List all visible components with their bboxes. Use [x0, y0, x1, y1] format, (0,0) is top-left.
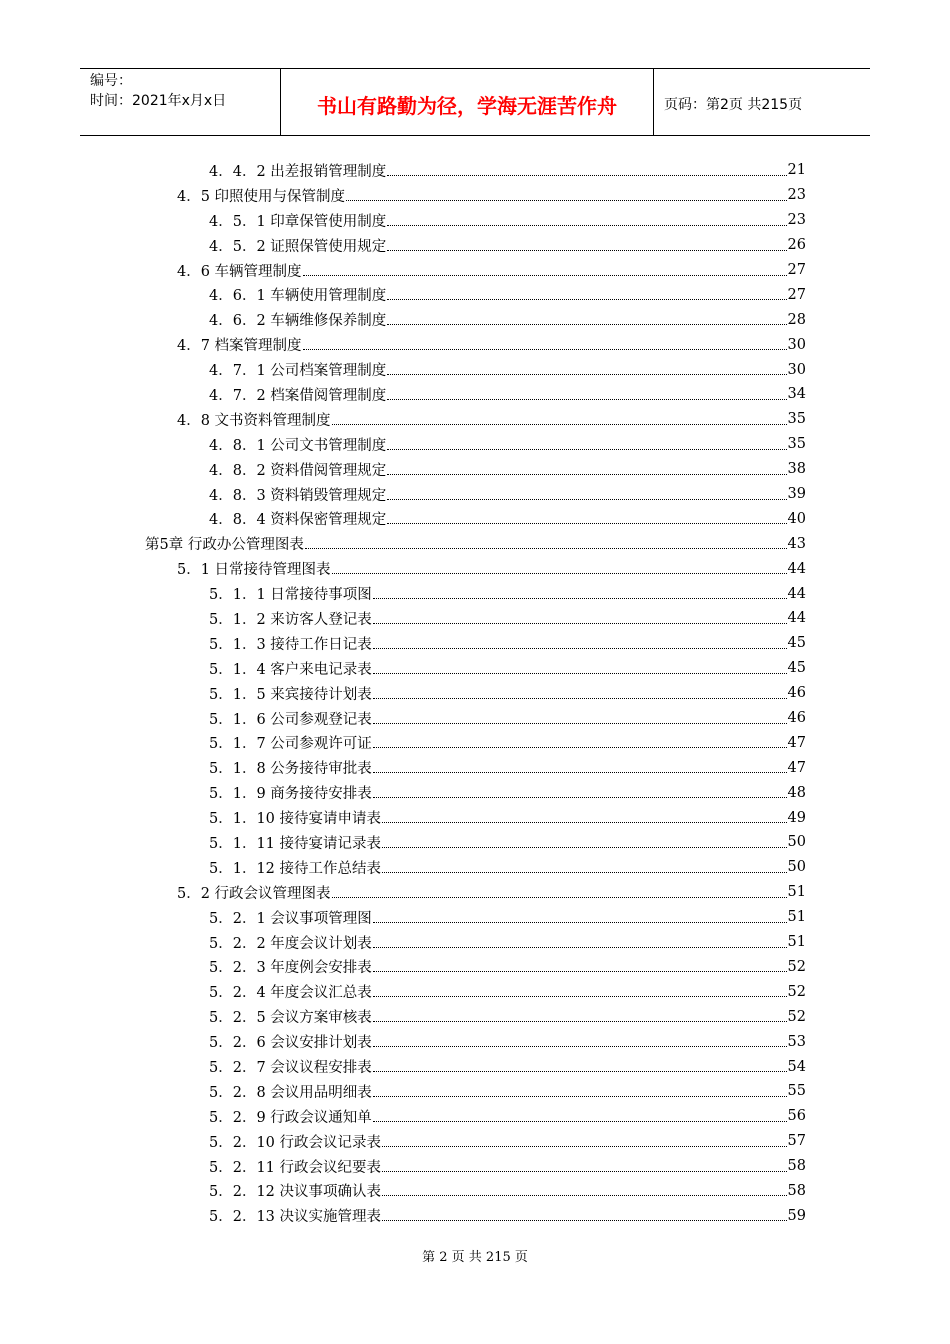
- toc-entry[interactable]: [140, 208, 806, 233]
- toc-entry-title: 4．7 档案管理制度: [177, 338, 302, 355]
- toc-dot-leader: [387, 437, 786, 450]
- toc-entry[interactable]: [140, 158, 806, 183]
- toc-dot-leader: [373, 1109, 787, 1122]
- toc-entry[interactable]: [140, 1179, 806, 1204]
- toc-entry[interactable]: [140, 1029, 806, 1054]
- toc-entry-title: 5．2．3 年度例会安排表: [209, 960, 372, 977]
- toc-entry[interactable]: [140, 1004, 806, 1029]
- toc-entry-title: 5．1．6 公司参观登记表: [209, 711, 372, 728]
- toc-entry-title: 5．2．11 行政会议纪要表: [209, 1159, 382, 1176]
- toc-entry-title: 5．2．5 会议方案审核表: [209, 1010, 372, 1027]
- toc-entry-page: 35: [787, 411, 806, 428]
- document-number-label: 编号：: [90, 73, 132, 89]
- toc-entry-page: 58: [787, 1182, 806, 1199]
- toc-entry-page: 51: [787, 934, 806, 951]
- toc-entry-page: 40: [787, 510, 806, 527]
- toc-entry[interactable]: [140, 755, 806, 780]
- toc-entry-title: 5．1．4 客户来电记录表: [209, 661, 372, 678]
- toc-entry-title: 4．6．2 车辆维修保养制度: [209, 313, 387, 330]
- toc-entry[interactable]: [140, 1154, 806, 1179]
- toc-entry[interactable]: [140, 258, 806, 283]
- toc-dot-leader: [332, 885, 787, 898]
- toc-dot-leader: [373, 686, 787, 699]
- toc-entry-page: 50: [787, 859, 806, 876]
- toc-entry-title: 4．8．3 资料销毁管理规定: [209, 487, 387, 504]
- toc-dot-leader: [382, 1208, 787, 1221]
- toc-dot-leader: [373, 910, 787, 923]
- toc-entry-page: 34: [787, 386, 806, 403]
- toc-dot-leader: [387, 487, 786, 500]
- toc-entry-page: 51: [787, 909, 806, 926]
- toc-entry-title: 5．1．5 来宾接待计划表: [209, 686, 372, 703]
- document-time-label: 时间：2021年x月x日: [90, 93, 227, 109]
- toc-entry-title: 4．7．1 公司档案管理制度: [209, 363, 387, 380]
- toc-entry-title: 5．2．10 行政会议记录表: [209, 1134, 382, 1151]
- toc-entry[interactable]: [140, 855, 806, 880]
- toc-entry[interactable]: [140, 730, 806, 755]
- toc-entry-title: 第5章 行政办公管理图表: [145, 537, 304, 554]
- toc-dot-leader: [387, 213, 786, 226]
- toc-entry-page: 27: [787, 286, 806, 303]
- toc-dot-leader: [373, 984, 787, 997]
- toc-dot-leader: [373, 1059, 787, 1072]
- toc-entry-page: 47: [787, 734, 806, 751]
- toc-entry[interactable]: [140, 656, 806, 681]
- toc-entry[interactable]: [140, 581, 806, 606]
- toc-entry-page: 30: [787, 336, 806, 353]
- toc-dot-leader: [373, 661, 787, 674]
- toc-entry-title: 4．6．1 车辆使用管理制度: [209, 288, 387, 305]
- header-motto: 书山有路勤为径，学海无涯苦作舟: [281, 69, 654, 135]
- toc-entry-title: 4．8．2 资料借阅管理规定: [209, 462, 387, 479]
- toc-entry-title: 4．6 车辆管理制度: [177, 263, 302, 280]
- toc-entry-title: 5．2．1 会议事项管理图: [209, 910, 372, 927]
- toc-entry[interactable]: [140, 930, 806, 955]
- toc-entry-page: 45: [787, 635, 806, 652]
- toc-entry[interactable]: [140, 1129, 806, 1154]
- toc-entry-page: 54: [787, 1058, 806, 1075]
- toc-entry-page: 39: [787, 486, 806, 503]
- toc-entry[interactable]: [140, 780, 806, 805]
- toc-dot-leader: [373, 1034, 787, 1047]
- toc-dot-leader: [387, 312, 786, 325]
- toc-entry-page: 27: [787, 262, 806, 278]
- toc-entry[interactable]: [140, 307, 806, 332]
- toc-entry-title: 5．2 行政会议管理图表: [177, 885, 331, 902]
- toc-entry[interactable]: [140, 233, 806, 258]
- toc-dot-leader: [373, 785, 787, 798]
- toc-dot-leader: [387, 163, 786, 176]
- toc-entry-page: 53: [787, 1033, 806, 1050]
- toc-dot-leader: [373, 959, 787, 972]
- toc-entry-title: 5．2．7 会议议程安排表: [209, 1060, 372, 1076]
- toc-dot-leader: [373, 735, 787, 748]
- toc-entry-title: 5．2．8 会议用品明细表: [209, 1084, 372, 1101]
- toc-dot-leader: [387, 362, 786, 375]
- toc-entry[interactable]: [140, 556, 806, 581]
- toc-entry-title: 5．1．12 接待工作总结表: [209, 860, 382, 877]
- toc-entry-page: 52: [787, 1008, 806, 1025]
- toc-entry-page: 26: [787, 237, 806, 254]
- toc-entry[interactable]: [140, 432, 806, 457]
- toc-entry[interactable]: [140, 506, 806, 531]
- toc-dot-leader: [382, 835, 787, 848]
- toc-entry-title: 5．2．2 年度会议计划表: [209, 935, 372, 952]
- toc-entry[interactable]: [140, 531, 806, 556]
- toc-entry[interactable]: [140, 357, 806, 382]
- toc-entry-page: 28: [787, 311, 806, 328]
- toc-entry[interactable]: [140, 332, 806, 357]
- toc-entry-page: 43: [787, 535, 806, 552]
- toc-entry-page: 44: [787, 610, 806, 627]
- toc-entry-title: 4．5．2 证照保管使用规定: [209, 238, 387, 255]
- toc-dot-leader: [382, 1134, 787, 1147]
- toc-entry[interactable]: [140, 382, 806, 407]
- toc-entry-page: 44: [787, 560, 806, 577]
- toc-dot-leader: [373, 586, 787, 599]
- toc-entry-page: 52: [787, 983, 806, 1000]
- toc-entry-title: 5．2．12 决议事项确认表: [209, 1184, 382, 1201]
- toc-entry-title: 4．5 印照使用与保管制度: [177, 188, 346, 205]
- toc-entry[interactable]: [140, 1203, 806, 1228]
- toc-dot-leader: [382, 810, 787, 823]
- toc-entry[interactable]: [140, 1054, 806, 1079]
- toc-entry-title: 5．2．6 会议安排计划表: [209, 1035, 372, 1052]
- toc-entry-title: 5．1．1 日常接待事项图: [209, 587, 372, 604]
- toc-entry-page: 52: [787, 958, 806, 975]
- toc-entry[interactable]: [140, 482, 806, 507]
- toc-entry-title: 5．2．9 行政会议通知单: [209, 1109, 372, 1126]
- toc-entry[interactable]: [140, 1079, 806, 1104]
- toc-entry-page: 51: [787, 884, 806, 901]
- toc-entry-page: 56: [787, 1108, 806, 1125]
- toc-dot-leader: [387, 238, 786, 251]
- toc-entry-title: 5．1．10 接待宴请申请表: [209, 811, 382, 828]
- header-page-info: 页码：第2页 共215页: [664, 97, 803, 113]
- toc-dot-leader: [373, 935, 787, 948]
- toc-dot-leader: [373, 711, 787, 724]
- toc-dot-leader: [373, 636, 787, 649]
- page-header: [80, 68, 870, 136]
- toc-entry-page: 47: [787, 759, 806, 776]
- toc-entry[interactable]: [140, 407, 806, 432]
- toc-dot-leader: [382, 860, 787, 873]
- toc-entry-title: 5．1 日常接待管理图表: [177, 562, 331, 579]
- toc-dot-leader: [387, 511, 786, 524]
- toc-entry-page: 46: [787, 685, 806, 702]
- toc-entry-page: 21: [787, 162, 806, 179]
- toc-entry-page: 59: [787, 1207, 806, 1224]
- toc-entry[interactable]: [140, 606, 806, 631]
- toc-entry[interactable]: [140, 706, 806, 731]
- toc-entry-page: 30: [787, 361, 806, 378]
- toc-entry[interactable]: [140, 805, 806, 830]
- page-footer: 第 2 页 共 215 页: [422, 1250, 528, 1265]
- toc-entry[interactable]: [140, 880, 806, 905]
- toc-entry-title: 4．7．2 档案借阅管理制度: [209, 387, 387, 404]
- toc-entry-page: 48: [787, 784, 806, 801]
- toc-entry[interactable]: [140, 905, 806, 930]
- toc-entry[interactable]: [140, 457, 806, 482]
- toc-entry-page: 23: [787, 212, 806, 229]
- toc-dot-leader: [382, 1183, 787, 1196]
- toc-entry-title: 5．2．13 决议实施管理表: [209, 1209, 382, 1226]
- toc-entry-title: 4．8．4 资料保密管理规定: [209, 512, 387, 529]
- toc-dot-leader: [373, 1084, 787, 1097]
- toc-entry-page: 57: [787, 1133, 806, 1150]
- toc-dot-leader: [373, 760, 787, 773]
- toc-entry-page: 55: [787, 1083, 806, 1100]
- toc-dot-leader: [373, 1009, 787, 1022]
- toc-entry-page: 49: [787, 809, 806, 826]
- toc-dot-leader: [382, 1159, 787, 1172]
- toc-dot-leader: [387, 387, 786, 400]
- toc-entry-page: 44: [787, 585, 806, 602]
- toc-entry-page: 23: [787, 187, 806, 204]
- toc-entry-title: 4．8．1 公司文书管理制度: [209, 437, 387, 454]
- toc-entry[interactable]: [140, 183, 806, 208]
- toc-entry[interactable]: [140, 681, 806, 706]
- toc-dot-leader: [332, 412, 787, 425]
- toc-entry-title: 5．1．11 接待宴请记录表: [209, 835, 382, 852]
- toc-entry-page: 38: [787, 461, 806, 478]
- toc-entry[interactable]: [140, 282, 806, 307]
- toc-entry[interactable]: [140, 1104, 806, 1129]
- toc-entry-title: 4．4．2 出差报销管理制度: [209, 163, 387, 180]
- toc-dot-leader: [303, 263, 787, 276]
- header-meta: [80, 69, 281, 135]
- toc-entry-page: 58: [787, 1158, 806, 1175]
- toc-entry-title: 4．5．1 印章保管使用制度: [209, 213, 387, 230]
- toc-entry-title: 5．1．9 商务接待安排表: [209, 786, 372, 803]
- toc-dot-leader: [303, 337, 787, 350]
- toc-entry[interactable]: [140, 631, 806, 656]
- toc-entry[interactable]: [140, 830, 806, 855]
- toc-entry-page: 35: [787, 436, 806, 453]
- toc-entry-title: 5．1．3 接待工作日记表: [209, 636, 372, 653]
- toc-entry[interactable]: [140, 979, 806, 1004]
- toc-entry-title: 5．1．8 公务接待审批表: [209, 761, 372, 778]
- toc-entry-title: 5．1．7 公司参观许可证: [209, 736, 372, 753]
- toc-entry-title: 5．1．2 来访客人登记表: [209, 611, 372, 628]
- toc-dot-leader: [346, 188, 786, 201]
- toc-dot-leader: [373, 611, 787, 624]
- toc-dot-leader: [387, 287, 786, 300]
- toc-entry-page: 45: [787, 660, 806, 677]
- toc-entry[interactable]: [140, 955, 806, 980]
- toc-entry-page: 50: [787, 834, 806, 851]
- toc-entry-title: 4．8 文书资料管理制度: [177, 412, 331, 429]
- toc-dot-leader: [332, 561, 787, 574]
- toc-dot-leader: [387, 462, 786, 475]
- toc-entry-page: 46: [787, 710, 806, 727]
- table-of-contents: [140, 158, 806, 1228]
- toc-entry-title: 5．2．4 年度会议汇总表: [209, 985, 372, 1002]
- toc-dot-leader: [305, 536, 787, 549]
